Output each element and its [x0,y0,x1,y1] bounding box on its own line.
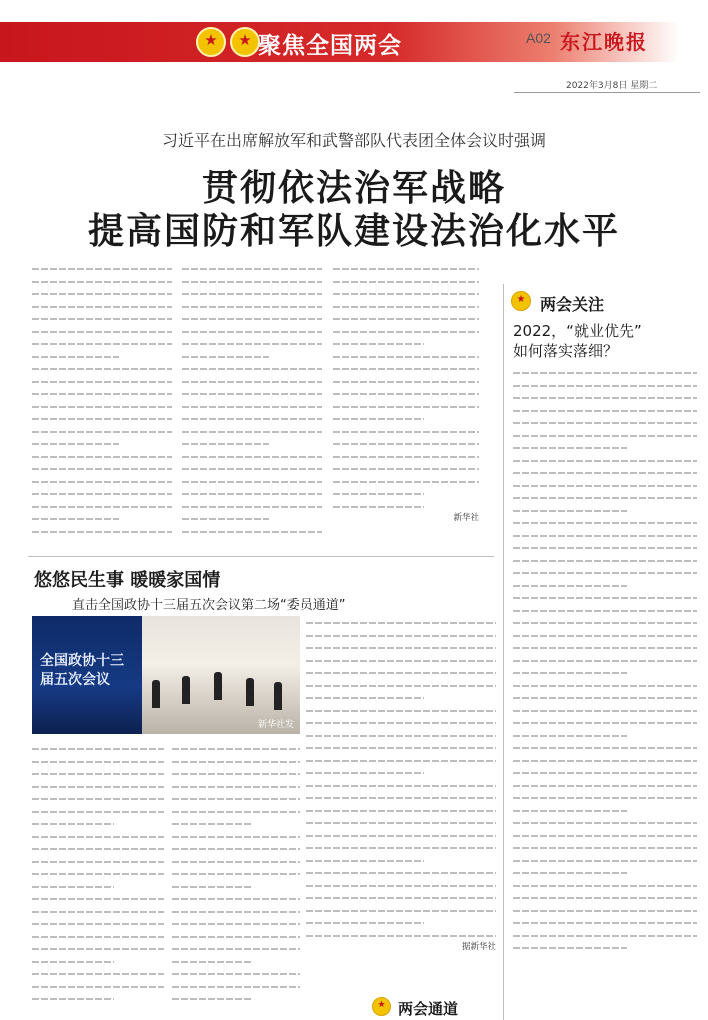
photo-person [152,680,160,708]
sidebar-title-line2: 如何落实落细？ [513,342,619,360]
masthead [0,0,708,92]
footer-label: 两会通道 [398,1000,459,1018]
story2-subtitle: 直击全国政协十三届五次会议第二场“委员通道” [72,598,346,613]
photo-wall-text: 全国政协十三届五次会议 [40,653,124,688]
story2-column-2 [172,742,300,1014]
sidebar-divider [503,284,504,1020]
lead-headline-line2: 提高国防和军队建设法治化水平 [87,210,620,252]
photo-person [182,676,190,704]
story2-byline: 据新华社 [461,942,496,952]
page-number: A02 [526,30,551,46]
news-photo [32,616,300,734]
photo-person [214,672,222,700]
story2-title: 悠悠民生事 暖暖家国情 [34,570,221,591]
lead-column-3 [333,262,479,548]
story2-column-1 [32,742,164,1014]
story-divider [28,556,494,557]
issue-date: 2022年3月8日 星期二 [566,81,658,91]
photo-caption: 新华社发 [257,720,294,730]
sidebar-label: 两会关注 [540,295,605,314]
story2-column-right [306,616,496,996]
lead-kicker: 习近平在出席解放军和武警部队代表团全体会议时强调 [161,131,546,150]
national-emblem-icon [196,27,226,57]
cppcc-emblem-icon [230,27,260,57]
photo-person [246,678,254,706]
sidebar-title-line1: 2022，“就业优先” [513,322,642,340]
sidebar-body [513,366,697,1016]
photo-person [274,682,282,710]
lead-byline: 新华社 [453,513,479,523]
lead-column-1 [32,262,172,548]
lead-headline-line1: 贯彻依法治军战略 [201,167,506,209]
masthead-divider [514,92,700,93]
photo-stage-wall [32,616,142,734]
lead-column-2 [182,262,322,548]
paper-logo: 东江晚报 [560,30,648,54]
section-title: 聚焦全国两会 [258,32,402,59]
